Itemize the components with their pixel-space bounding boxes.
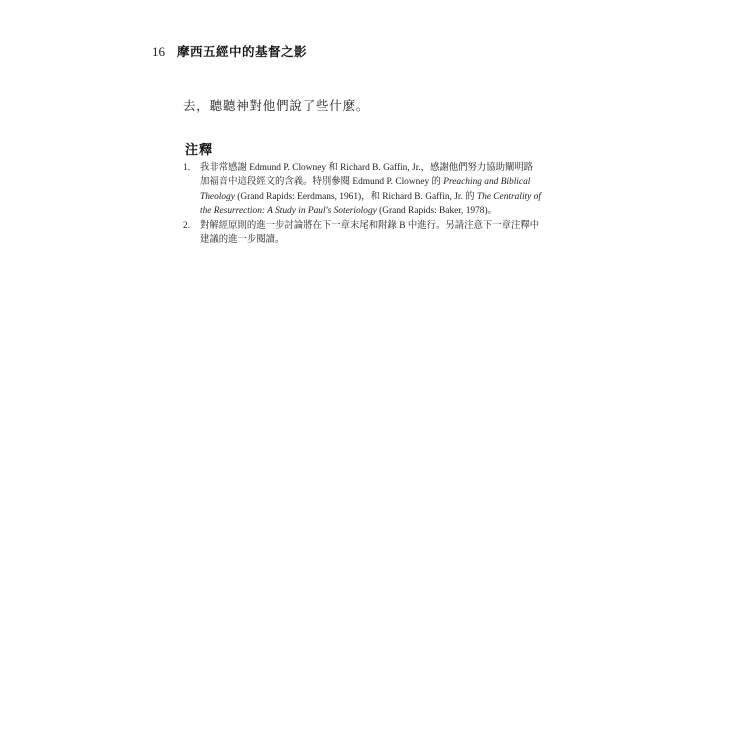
footnote-segment: (Grand Rapids: Baker, 1978)。	[376, 206, 497, 217]
footnote-number: 1.	[183, 163, 191, 173]
footnote-segment: 對解經原則的進一步討論將在下一章末尾和附錄 B 中進行。另請注意下一章注釋中	[200, 220, 540, 231]
notes-list	[183, 161, 583, 247]
citation-title: Preaching and Biblical	[443, 177, 531, 188]
citation-title: The Centrality of	[476, 191, 541, 202]
running-head	[152, 42, 307, 60]
footnote-line	[200, 175, 583, 189]
footnote-segment: 我非常感謝 Edmund P. Clowney 和 Richard B. Gaffin, Jr.，感謝他們努力協助闡明路	[200, 163, 534, 173]
footnote-text	[200, 161, 583, 219]
footnote-line	[200, 161, 583, 175]
notes-heading: 注釋	[185, 143, 214, 158]
footnote	[183, 161, 583, 219]
footnote-line	[200, 190, 583, 204]
footnote	[183, 219, 583, 248]
book-title: 摩西五經中的基督之影	[177, 44, 308, 59]
page-number: 16	[152, 44, 165, 59]
footnote-segment: 加福音中這段經文的含義。特別參閱 Edmund P. Clowney 的	[200, 177, 444, 188]
footnote-segment: (Grand Rapids: Eerdmans, 1961)，和 Richard B. Gaffin, Jr. 的	[234, 191, 477, 202]
footnote-line	[200, 233, 583, 247]
closing-paragraph: 去，聽聽神對他們說了些什麼。	[183, 98, 370, 113]
footnote-number: 2.	[183, 220, 191, 231]
citation-title: the Resurrection: A Study in Paul's Soteriology	[200, 206, 377, 217]
footnote-line	[200, 219, 583, 233]
footnote-segment: 建議的進一步閱讀。	[200, 235, 285, 246]
citation-title: Theology	[200, 191, 235, 202]
footnote-text	[200, 219, 583, 248]
footnote-line	[200, 204, 583, 218]
